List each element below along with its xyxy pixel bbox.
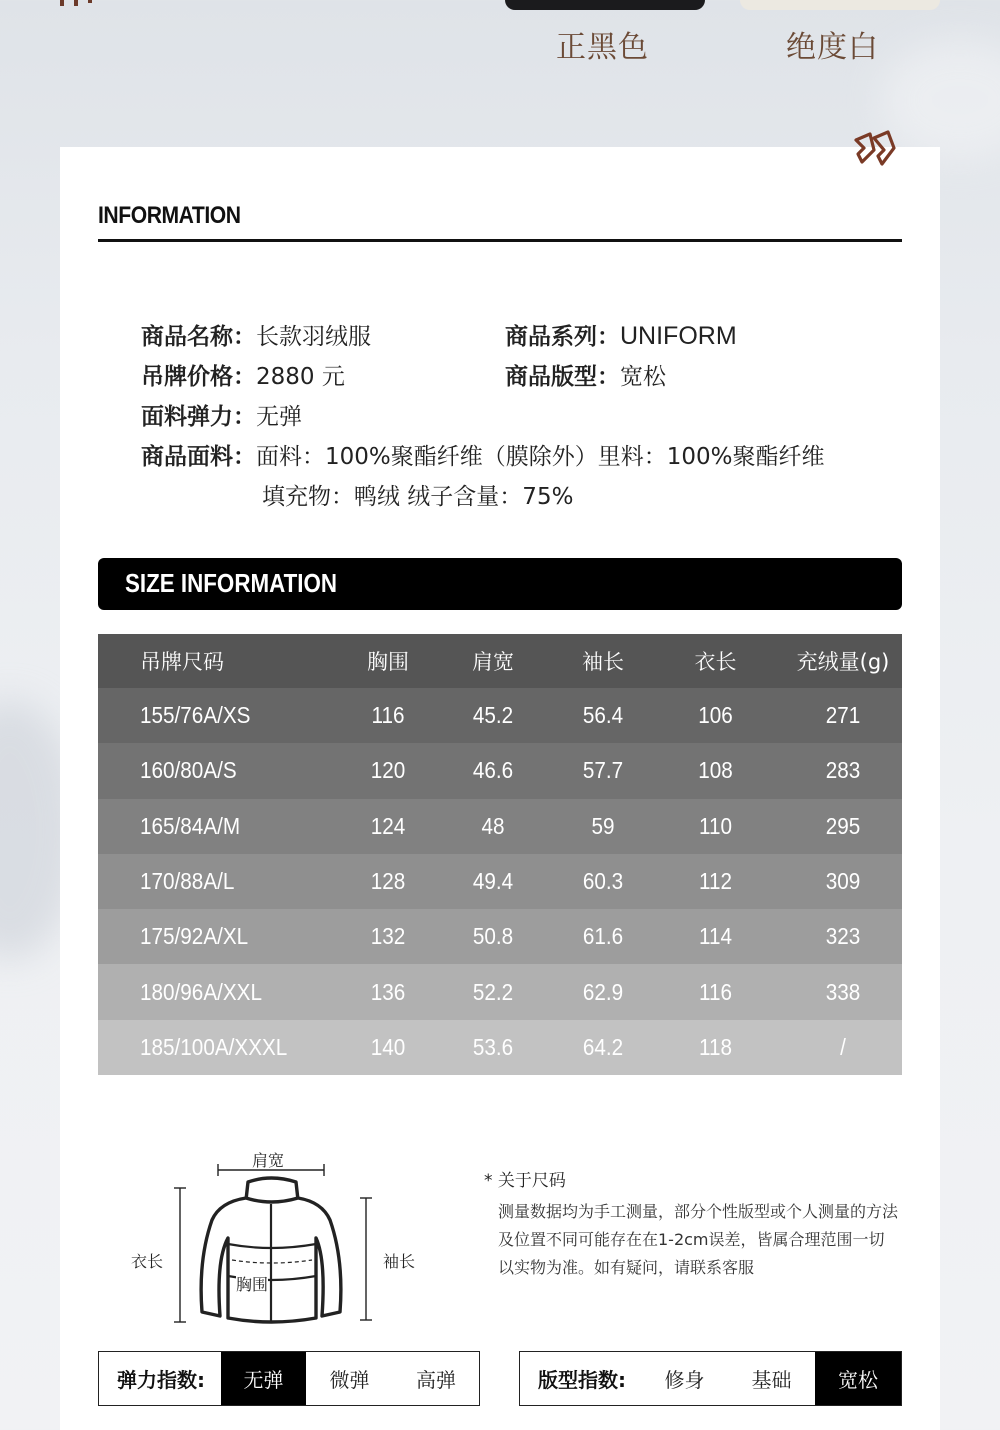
- row-down-fill: 283: [825, 757, 861, 784]
- row-chest: 140: [370, 1033, 406, 1060]
- row-chest: 120: [370, 757, 406, 784]
- row-chest: 136: [370, 978, 406, 1005]
- size-information-bar: [98, 558, 902, 610]
- row-down-fill: 338: [825, 978, 861, 1005]
- chest-label: 胸围: [236, 1272, 268, 1295]
- elasticity-option-none[interactable]: 无弹: [221, 1352, 306, 1405]
- table-row: [98, 964, 902, 1019]
- row-size: 155/76A/XS: [140, 702, 251, 729]
- row-shoulder: 48: [481, 812, 505, 839]
- row-chest: 116: [371, 702, 405, 729]
- size-table: [98, 634, 902, 1075]
- sleeve-length-label: 袖长: [383, 1252, 416, 1271]
- row-size: 165/84A/M: [140, 812, 241, 839]
- header-sleeve: 袖长: [582, 650, 624, 674]
- product-fit: 商品版型：宽松: [505, 364, 666, 390]
- row-chest: 124: [370, 812, 406, 839]
- row-length: 116: [698, 978, 732, 1005]
- table-row: [98, 854, 902, 909]
- row-shoulder: 52.2: [472, 978, 514, 1005]
- table-row: [98, 799, 902, 854]
- row-size: 170/88A/L: [140, 868, 235, 895]
- row-size: 185/100A/XXXL: [140, 1033, 288, 1060]
- row-length: 112: [698, 868, 732, 895]
- row-length: 110: [698, 812, 732, 839]
- elasticity-option-high[interactable]: 高弹: [416, 1368, 456, 1392]
- row-sleeve: 62.9: [582, 978, 624, 1005]
- fit-option-slim[interactable]: 修身: [664, 1368, 705, 1392]
- row-down-fill: 271: [825, 702, 861, 729]
- header-down-fill: 充绒量(g): [796, 650, 890, 674]
- elasticity-index: [98, 1351, 480, 1406]
- row-sleeve: 56.4: [582, 702, 624, 729]
- product-name: 商品名称：长款羽绒服: [141, 324, 371, 350]
- product-series: 商品系列：UNIFORM: [505, 322, 737, 350]
- row-chest: 128: [370, 868, 406, 895]
- row-down-fill: 309: [825, 868, 861, 895]
- fit-index-label: 版型指数:: [538, 1368, 626, 1392]
- size-information-heading: SIZE INFORMATION: [125, 568, 338, 598]
- row-length: 106: [698, 702, 733, 729]
- body-length-label: 衣长: [131, 1252, 164, 1271]
- color-label-black[interactable]: 正黑色: [556, 30, 649, 65]
- header-shoulder: 肩宽: [472, 650, 514, 674]
- row-down-fill: 323: [825, 923, 861, 950]
- product-fabric: 商品面料：面料：100%聚酯纤维（膜除外）里料：100%聚酯纤维: [141, 444, 825, 470]
- size-note-title: * 关于尺码: [484, 1171, 566, 1191]
- row-shoulder: 49.4: [472, 868, 514, 895]
- header-tag-size: 吊牌尺码: [140, 650, 224, 674]
- row-size: 160/80A/S: [140, 757, 237, 784]
- shoulder-width-label: 肩宽: [252, 1151, 285, 1170]
- tag-price: 吊牌价格：2880 元: [141, 364, 345, 390]
- table-row: [98, 688, 902, 743]
- fabric-elasticity: 面料弹力：无弹: [141, 404, 302, 430]
- row-length: 108: [698, 757, 733, 784]
- black-swatch[interactable]: [505, 0, 705, 10]
- table-header-row: [98, 634, 902, 688]
- product-filling: 填充物：鸭绒 绒子含量：75%: [262, 484, 574, 510]
- row-size: 180/96A/XXL: [140, 978, 263, 1005]
- row-sleeve: 59: [591, 812, 615, 839]
- white-swatch[interactable]: [740, 0, 940, 10]
- header-length: 衣长: [694, 650, 737, 674]
- row-size: 175/92A/XL: [140, 923, 249, 950]
- elasticity-index-label: 弹力指数:: [117, 1368, 205, 1392]
- information-heading: INFORMATION: [98, 202, 241, 229]
- brand-mark-fragment: [60, 0, 100, 6]
- row-sleeve: 61.6: [582, 923, 624, 950]
- row-sleeve: 57.7: [582, 757, 624, 784]
- row-shoulder: 50.8: [472, 923, 514, 950]
- row-down-fill: /: [840, 1033, 846, 1060]
- heading-divider: [98, 239, 902, 242]
- row-chest: 132: [370, 923, 406, 950]
- row-length: 118: [698, 1033, 732, 1060]
- table-row: [98, 743, 902, 798]
- row-down-fill: 295: [825, 812, 861, 839]
- row-sleeve: 64.2: [582, 1033, 624, 1060]
- row-shoulder: 45.2: [472, 702, 514, 729]
- row-shoulder: 53.6: [472, 1033, 514, 1060]
- fit-index: [519, 1351, 902, 1406]
- row-sleeve: 60.3: [582, 868, 624, 895]
- fit-option-regular[interactable]: 基础: [751, 1368, 792, 1392]
- table-row: [98, 1020, 902, 1075]
- row-shoulder: 46.6: [472, 757, 514, 784]
- header-chest: 胸围: [367, 650, 409, 674]
- color-label-white[interactable]: 绝度白: [786, 30, 879, 65]
- size-note-body: 测量数据均为手工测量，部分个性版型或个人测量的方法及位置不同可能存在在1-2cm误差，皆属合理范围一切以实物为准。如有疑问，请联系客服: [498, 1202, 899, 1277]
- elasticity-option-slight[interactable]: 微弹: [329, 1368, 370, 1392]
- row-length: 114: [698, 923, 732, 950]
- brand-logo-icon: [852, 128, 900, 172]
- table-row: [98, 909, 902, 964]
- fit-option-loose[interactable]: 宽松: [815, 1352, 901, 1405]
